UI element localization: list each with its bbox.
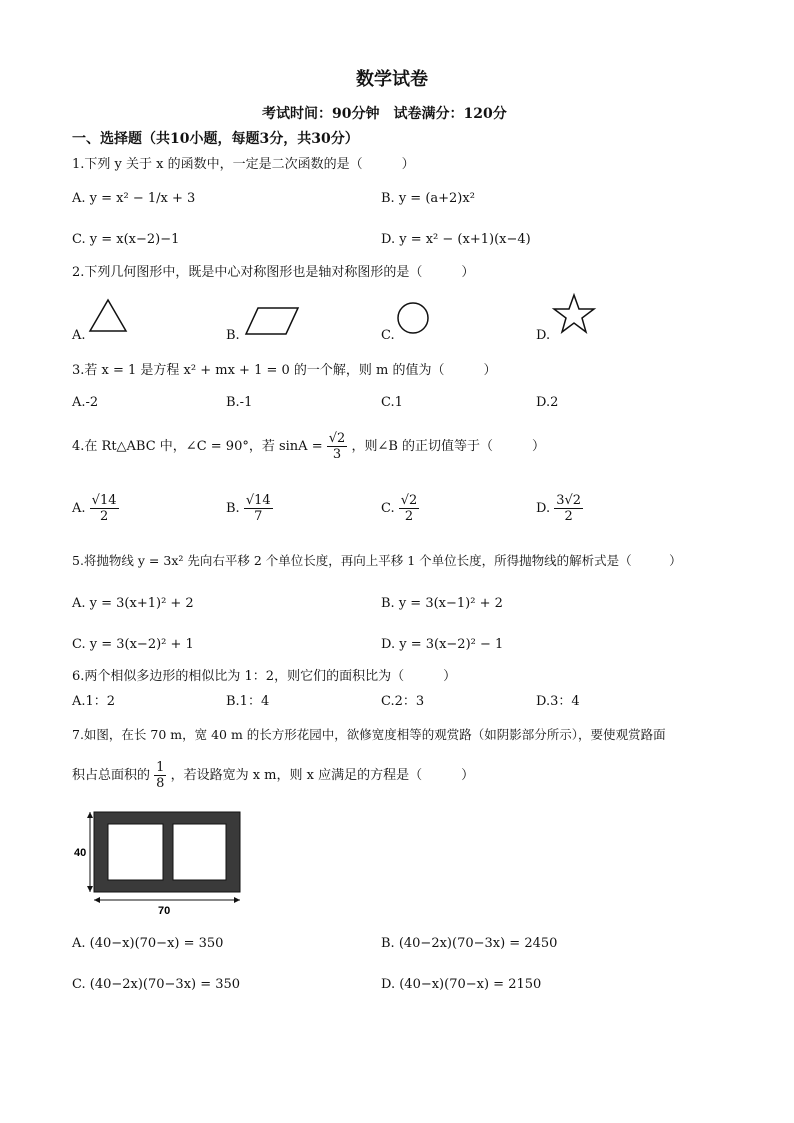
q1-stem: 1.下列 y 关于 x 的函数中，一定是二次函数的是（ ）	[72, 157, 415, 172]
q7-stem-line2	[72, 758, 474, 794]
q7-option-b: B. (40−2x)(70−3x) = 2450	[381, 936, 558, 951]
q4-option-c-num: √2	[400, 493, 418, 508]
q4-option-a	[72, 492, 119, 526]
circle-shape	[395, 300, 431, 336]
q5-option-c: C. y = 3(x−2)² + 1	[72, 637, 194, 652]
q4-option-b-den: 7	[254, 509, 263, 524]
q4-sin-fraction	[327, 431, 348, 462]
q3-option-c: C.1	[381, 395, 403, 410]
q7-option-a: A. (40−x)(70−x) = 350	[72, 936, 224, 951]
q4-option-b-label: B.	[226, 501, 240, 516]
q4-option-c-den: 2	[404, 509, 414, 524]
q2-option-c: C.	[381, 328, 395, 343]
q1-option-a: A. y = x² − 1/x + 3	[72, 191, 196, 206]
q4-stem-pre: 4.在 Rt△ABC 中，∠C = 90°，若 sinA =	[72, 439, 323, 454]
q2-option-a: A.	[72, 328, 86, 343]
q3-option-b: B.-1	[226, 395, 253, 410]
q7-fraction-den: 8	[156, 776, 165, 791]
triangle-shape	[88, 298, 128, 334]
q2-option-b: B.	[226, 328, 240, 343]
q7-option-d: D. (40−x)(70−x) = 2150	[381, 977, 542, 992]
garden-figure	[72, 808, 247, 918]
q7-fraction	[154, 760, 166, 791]
q7-stem2-pre: 积占总面积的	[72, 768, 151, 783]
q4-option-b	[226, 492, 273, 526]
q4-option-a-num: √14	[91, 493, 117, 508]
q5-option-b: B. y = 3(x−1)² + 2	[381, 596, 503, 611]
q1-option-c: C. y = x(x−2)−1	[72, 232, 180, 247]
q2-stem: 2.下列几何图形中，既是中心对称图形也是轴对称图形的是（ ）	[72, 265, 475, 280]
q6-stem: 6.两个相似多边形的相似比为 1：2，则它们的面积比为（ ）	[72, 669, 457, 684]
q6-option-d: D.3：4	[536, 694, 580, 709]
q4-option-d-den: 2	[564, 509, 573, 524]
q3-option-a: A.-2	[72, 395, 99, 410]
q5-option-d: D. y = 3(x−2)² − 1	[381, 637, 504, 652]
parallelogram-shape	[244, 306, 300, 336]
exam-subtitle: 考试时间：90分钟 试卷满分：120分	[262, 106, 507, 122]
q7-fraction-num: 1	[156, 760, 165, 775]
q5-stem: 5.将抛物线 y = 3x² 先向右平移 2 个单位长度，再向上平移 1 个单位长度，所得抛物线的解析式是（ ）	[72, 553, 682, 568]
exam-title: 数学试卷	[356, 69, 428, 90]
section-heading: 一、选择题（共10小题，每题3分，共30分）	[72, 131, 359, 147]
q1-option-b: B. y = (a+2)x²	[381, 191, 475, 206]
figure-width-label: 70	[158, 905, 171, 917]
q4-option-a-label: A.	[72, 501, 86, 516]
q4-sin-denominator: 3	[332, 447, 342, 462]
q3-stem: 3.若 x = 1 是方程 x² + mx + 1 = 0 的一个解，则 m 的值为（ ）	[72, 363, 497, 378]
figure-height-label: 40	[74, 847, 87, 859]
q4-option-d-num: 3√2	[556, 493, 582, 508]
q2-option-d: D.	[536, 328, 551, 343]
star-shape	[550, 292, 598, 336]
q7-stem-line1: 7.如图，在长 70 m，宽 40 m 的长方形花园中，欲修宽度相等的观赏路（如阴影部分所示），要使观赏路面	[72, 727, 666, 742]
q4-stem-post: ，则∠B 的正切值等于（ ）	[351, 439, 546, 454]
q4-option-d-label: D.	[536, 501, 551, 516]
q6-option-a: A.1：2	[72, 694, 116, 709]
q4-option-c	[381, 492, 419, 526]
q4-option-a-den: 2	[99, 509, 109, 524]
q7-stem2-post: ，若设路宽为 x m，则 x 应满足的方程是（ ）	[170, 768, 475, 783]
q4-option-b-num: √14	[245, 493, 271, 508]
q1-option-d: D. y = x² − (x+1)(x−4)	[381, 232, 531, 247]
q4-sin-numerator: √2	[328, 431, 346, 446]
q4-stem	[72, 430, 545, 464]
q6-option-c: C.2：3	[381, 694, 425, 709]
q3-option-d: D.2	[536, 395, 559, 410]
q5-option-a: A. y = 3(x+1)² + 2	[72, 596, 194, 611]
q4-option-c-label: C.	[381, 501, 395, 516]
q6-option-b: B.1：4	[226, 694, 270, 709]
q4-option-d	[536, 492, 583, 526]
q7-option-c: C. (40−2x)(70−3x) = 350	[72, 977, 241, 992]
